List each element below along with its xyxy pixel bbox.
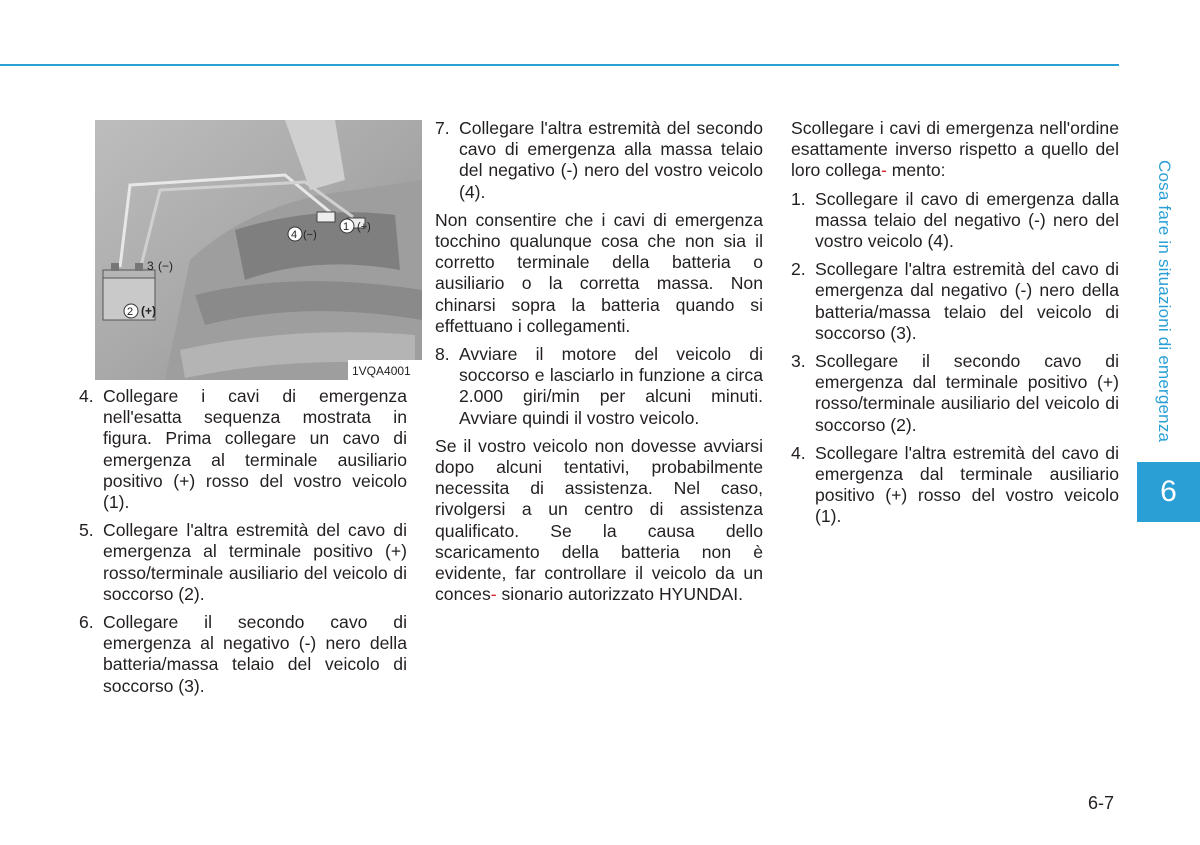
- column-3: [791, 118, 1119, 535]
- item-number: 7.: [435, 118, 450, 138]
- item-text: Scollegare il secondo cavo di emergenza dal terminale positivo (+) rosso/terminale ausiliario del veicolo di soccorso (2).: [815, 351, 1119, 435]
- item-text: Collegare l'altra estremità del secondo cavo di emergenza alla massa telaio del negativo (-) nero del vostro veicolo (4).: [459, 118, 763, 202]
- paragraph-text-end: mento:: [891, 160, 946, 181]
- advice-paragraph: [435, 436, 763, 606]
- item-text: Scollegare l'altra estremità del cavo di emergenza dal negativo (-) nero della batteria/massa telaio del veicolo di soccorso (3).: [815, 259, 1119, 343]
- page-number: 6-7: [1088, 793, 1115, 813]
- item-number: 5.: [79, 520, 94, 541]
- chapter-title-text: Cosa fare in situazioni di emergenza: [1155, 160, 1174, 443]
- item-text: Collegare l'altra estremità del cavo di emergenza al terminale positivo (+) rosso/terminale ausiliario del veicolo di soccorso (2).: [103, 520, 407, 604]
- list-item: [791, 351, 1119, 436]
- list-item: [791, 189, 1119, 253]
- item-number: 4.: [791, 442, 806, 463]
- hyphen: -: [490, 584, 497, 605]
- hyphen: -: [880, 160, 887, 181]
- label-4-sign: (−): [303, 229, 317, 241]
- item-text: Scollegare il cavo di emergenza dalla massa telaio del negativo (-) nero del vostro veicolo (4).: [815, 188, 1119, 252]
- paragraph-text-end: sionario autorizzato HYUNDAI.: [501, 584, 744, 605]
- label-4: 4: [291, 229, 298, 241]
- item-text: Collegare i cavi di emergenza nell'esatta sequenza mostrata in figura. Prima collegare un cavo di emergenza al terminale ausiliario positivo (+) rosso del vostro veicolo (1).: [103, 386, 407, 513]
- label-3-sign: (−): [158, 259, 173, 273]
- figure-code: 1VQA4001: [352, 364, 411, 378]
- list-item: [791, 443, 1119, 528]
- item-number: 3.: [791, 351, 806, 372]
- label-1: 1: [343, 221, 350, 233]
- label-2-sign: (+): [141, 304, 156, 318]
- label-2: 2: [127, 306, 134, 318]
- jump-start-figure: [95, 120, 422, 380]
- item-text: Scollegare l'altra estremità del cavo di emergenza dal terminale ausiliario positivo (+) rosso del vostro veicolo (1).: [815, 442, 1119, 527]
- label-3: 3: [147, 259, 154, 273]
- list-item: [435, 344, 763, 429]
- column-2: [435, 118, 763, 612]
- list-item: [791, 259, 1119, 344]
- header-rule: [0, 64, 1119, 66]
- paragraph-text: Se il vostro veicolo non dovesse avviarsi dopo alcuni tentativi, probabilmente necessita di assistenza. Nel caso, rivolgersi a un centro di assistenza qualificato. Se la causa dello scaricamento della batteria non è evidente, far controllare il veicolo da un conces: [435, 435, 763, 605]
- paragraph-text: Scollegare i cavi di emergenza nell'ordine esattamente inverso rispetto a quello del loro collega: [791, 118, 1119, 181]
- chapter-number-tab: 6: [1137, 462, 1200, 522]
- intro-paragraph: [791, 118, 1119, 182]
- list-item: [79, 520, 407, 605]
- item-text: Avviare il motore del veicolo di soccorso e lasciarlo in funzione a circa 2.000 giri/min per alcuni minuti. Avviare quindi il vostro veicolo.: [459, 344, 763, 428]
- list-item: [79, 386, 407, 513]
- item-number: 6.: [79, 612, 94, 633]
- label-1-sign: (+): [357, 221, 371, 233]
- item-number: 8.: [435, 344, 450, 365]
- column-1: [79, 386, 407, 704]
- item-number: 1.: [791, 188, 806, 209]
- list-item: [435, 118, 763, 203]
- list-item: [79, 612, 407, 697]
- car-trunk-illustration: [95, 120, 422, 380]
- item-number: 4.: [79, 386, 94, 406]
- item-note: Non consentire che i cavi di emergenza tocchino qualunque cosa che non sia il corretto terminale della batteria o ausiliario o la corretta massa. Non chinarsi sopra la batteria quando si effettuano i collegamenti.: [435, 209, 763, 336]
- chapter-title-vertical: [1148, 160, 1176, 460]
- item-text: Collegare il secondo cavo di emergenza al negativo (-) nero della batteria/massa telaio del veicolo di soccorso (3).: [103, 612, 407, 696]
- item-number: 2.: [791, 259, 806, 280]
